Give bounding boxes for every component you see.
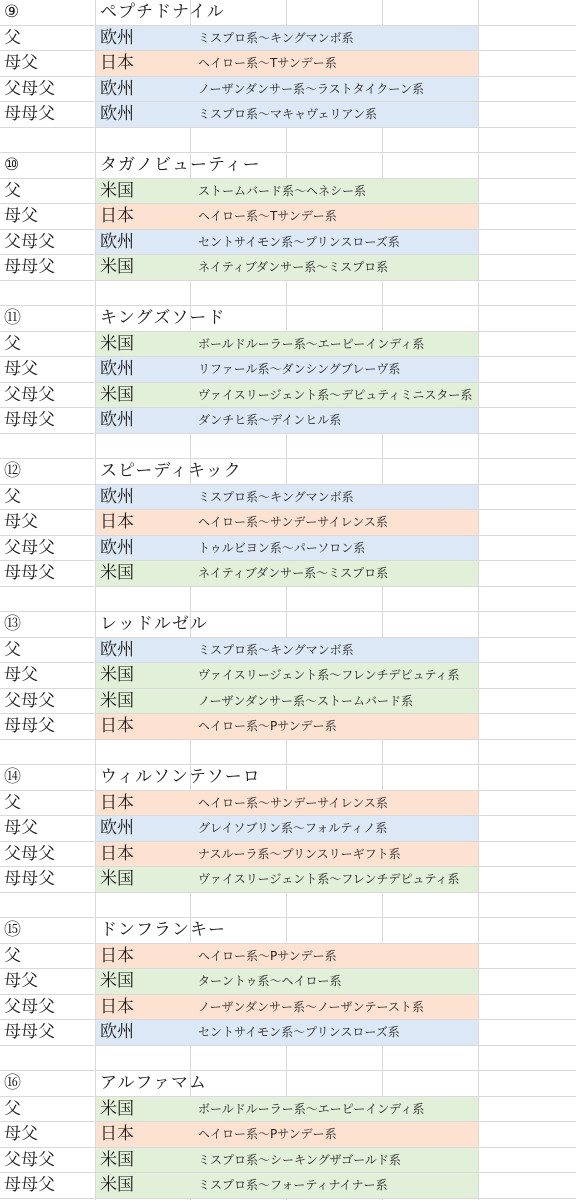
horse-name: ペプチドナイル xyxy=(100,2,225,22)
region-label: 日本 xyxy=(100,843,134,864)
horse-name: アルファマム xyxy=(100,1073,207,1093)
relation-label: 父母父 xyxy=(4,384,55,405)
empty-row[interactable] xyxy=(0,434,576,460)
horse-number: ⑩ xyxy=(4,155,20,175)
region-label: 米国 xyxy=(100,180,134,201)
horse-title-row[interactable] xyxy=(0,918,576,944)
relation-label: 父 xyxy=(4,27,21,48)
region-label: 米国 xyxy=(100,1149,134,1170)
relation-label: 父 xyxy=(4,333,21,354)
region-label: 日本 xyxy=(100,53,134,73)
region-label: 米国 xyxy=(100,1098,134,1119)
region-label: 米国 xyxy=(100,690,134,711)
relation-label: 父 xyxy=(4,945,21,966)
region-label: 欧州 xyxy=(100,78,134,99)
lineage-text: セントサイモン系～プリンスローズ系 xyxy=(198,234,400,249)
horse-title-row[interactable] xyxy=(0,306,576,332)
region-label: 日本 xyxy=(100,512,134,532)
region-label: 日本 xyxy=(100,206,134,226)
pedigree-row[interactable] xyxy=(0,510,576,536)
horse-number: ⑪ xyxy=(4,308,21,328)
region-label: 日本 xyxy=(100,792,134,813)
pedigree-row[interactable] xyxy=(0,536,576,562)
relation-label: 父母父 xyxy=(4,996,55,1017)
horse-title-row[interactable] xyxy=(0,765,576,791)
pedigree-row[interactable] xyxy=(0,1148,576,1174)
pedigree-row[interactable] xyxy=(0,77,576,103)
pedigree-row[interactable] xyxy=(0,408,576,434)
lineage-text: ヘイロー系～Tサンデー系 xyxy=(198,209,337,223)
horse-block xyxy=(0,765,576,918)
region-label: 欧州 xyxy=(100,410,134,430)
lineage-text: ミスプロ系～キングマンボ系 xyxy=(198,642,354,657)
empty-row[interactable] xyxy=(0,281,576,307)
horse-title-row[interactable] xyxy=(0,459,576,485)
horse-title-row[interactable] xyxy=(0,612,576,638)
region-label: 欧州 xyxy=(100,537,134,558)
region-label: 米国 xyxy=(100,1175,134,1195)
lineage-text: ボールドルーラー系～エーピーインディ系 xyxy=(198,336,425,351)
pedigree-row[interactable] xyxy=(0,867,576,893)
horse-title-row[interactable] xyxy=(0,0,576,26)
pedigree-row[interactable] xyxy=(0,383,576,409)
region-label: 欧州 xyxy=(100,1022,134,1042)
relation-label: 父 xyxy=(4,792,21,813)
pedigree-row[interactable] xyxy=(0,332,576,358)
region-label: 欧州 xyxy=(100,818,134,838)
horse-block xyxy=(0,153,576,306)
relation-label: 父母父 xyxy=(4,78,55,99)
horse-title-row[interactable] xyxy=(0,1071,576,1097)
relation-label: 父 xyxy=(4,639,21,660)
region-label: 日本 xyxy=(100,945,134,966)
horse-block xyxy=(0,918,576,1071)
relation-label: 母父 xyxy=(4,971,38,991)
empty-row[interactable] xyxy=(0,128,576,154)
region-label: 欧州 xyxy=(100,639,134,660)
horse-block xyxy=(0,1071,576,1199)
region-label: 日本 xyxy=(100,996,134,1017)
pedigree-row[interactable] xyxy=(0,969,576,995)
pedigree-row[interactable] xyxy=(0,1173,576,1199)
region-label: 米国 xyxy=(100,384,134,405)
relation-label: 母父 xyxy=(4,512,38,532)
region-label: 欧州 xyxy=(100,359,134,379)
lineage-text: ダンチヒ系～デインヒル系 xyxy=(198,413,342,427)
pedigree-row[interactable] xyxy=(0,689,576,715)
lineage-text: ミスプロ系～キングマンボ系 xyxy=(198,30,354,45)
lineage-text: リファール系～ダンシングブレーヴ系 xyxy=(198,362,401,376)
relation-label: 母父 xyxy=(4,1124,38,1144)
pedigree-row[interactable] xyxy=(0,638,576,664)
lineage-text: グレイソブリン系～フォルティノ系 xyxy=(198,821,388,835)
relation-label: 母母父 xyxy=(4,869,55,889)
pedigree-row[interactable] xyxy=(0,995,576,1021)
horse-block xyxy=(0,612,576,765)
region-label: 日本 xyxy=(100,716,134,736)
lineage-text: ネイティブダンサー系～ミスプロ系 xyxy=(198,566,389,580)
pedigree-row[interactable] xyxy=(0,102,576,128)
lineage-text: セントサイモン系～プリンスローズ系 xyxy=(198,1025,400,1039)
horse-name: キングズソード xyxy=(100,308,226,328)
pedigree-row[interactable] xyxy=(0,179,576,205)
lineage-text: ミスプロ系～マキャヴェリアン系 xyxy=(198,107,378,121)
region-label: 欧州 xyxy=(100,486,134,507)
relation-label: 母父 xyxy=(4,359,38,379)
pedigree-row[interactable] xyxy=(0,204,576,230)
lineage-text: ネイティブダンサー系～ミスプロ系 xyxy=(198,260,389,274)
empty-row[interactable] xyxy=(0,893,576,919)
horse-block xyxy=(0,306,576,459)
horse-number: ⑭ xyxy=(4,767,21,787)
horse-block xyxy=(0,459,576,612)
pedigree-row[interactable] xyxy=(0,51,576,77)
region-label: 欧州 xyxy=(100,104,134,124)
relation-label: 母父 xyxy=(4,53,38,73)
region-label: 米国 xyxy=(100,257,134,277)
relation-label: 父 xyxy=(4,486,21,507)
pedigree-row[interactable] xyxy=(0,714,576,740)
lineage-text: ノーザンダンサー系～ノーザンテースト系 xyxy=(198,999,424,1014)
horse-number: ⑯ xyxy=(4,1073,21,1093)
relation-label: 母母父 xyxy=(4,563,55,583)
relation-label: 母父 xyxy=(4,665,38,685)
region-label: 米国 xyxy=(100,971,134,991)
pedigree-row[interactable] xyxy=(0,357,576,383)
region-label: 米国 xyxy=(100,563,134,583)
relation-label: 母母父 xyxy=(4,1175,55,1195)
empty-row[interactable] xyxy=(0,1046,576,1072)
lineage-text: ヴァイスリージェント系～フレンチデピュティ系 xyxy=(198,668,460,682)
pedigree-row[interactable] xyxy=(0,791,576,817)
region-label: 欧州 xyxy=(100,231,134,252)
pedigree-row[interactable] xyxy=(0,842,576,868)
pedigree-row[interactable] xyxy=(0,816,576,842)
lineage-text: ストームバード系～ヘネシー系 xyxy=(198,183,367,198)
lineage-text: ヴァイスリージェント系～フレンチデピュティ系 xyxy=(198,872,460,886)
pedigree-row[interactable] xyxy=(0,26,576,52)
relation-label: 母母父 xyxy=(4,257,55,277)
horse-number: ⑬ xyxy=(4,614,21,634)
lineage-text: ヘイロー系～Pサンデー系 xyxy=(198,948,337,963)
lineage-text: ヘイロー系～サンデーサイレンス系 xyxy=(198,515,388,529)
region-label: 米国 xyxy=(100,333,134,354)
lineage-text: ミスプロ系～フォーティナイナー系 xyxy=(198,1178,388,1192)
region-label: 米国 xyxy=(100,665,134,685)
pedigree-row[interactable] xyxy=(0,255,576,281)
relation-label: 父母父 xyxy=(4,231,55,252)
horse-title-row[interactable] xyxy=(0,153,576,179)
lineage-text: ヘイロー系～Pサンデー系 xyxy=(198,719,337,733)
lineage-text: ヘイロー系～サンデーサイレンス系 xyxy=(198,795,388,810)
empty-row[interactable] xyxy=(0,587,576,613)
horse-number: ⑮ xyxy=(4,920,21,940)
pedigree-row[interactable] xyxy=(0,1097,576,1123)
lineage-text: ノーザンダンサー系～ラストタイクーン系 xyxy=(198,81,424,96)
relation-label: 父母父 xyxy=(4,690,55,711)
horse-block xyxy=(0,0,576,153)
relation-label: 母父 xyxy=(4,818,38,838)
region-label: 欧州 xyxy=(100,27,134,48)
lineage-text: ヴァイスリージェント系～デピュティミニスター系 xyxy=(198,387,473,402)
lineage-text: トゥルビヨン系～パーソロン系 xyxy=(198,540,366,555)
horse-name: ドンフランキー xyxy=(100,920,226,940)
lineage-text: ターントゥ系～ヘイロー系 xyxy=(198,974,342,988)
horse-name: レッドルゼル xyxy=(100,614,208,634)
pedigree-row[interactable] xyxy=(0,1122,576,1148)
lineage-text: ヘイロー系～Tサンデー系 xyxy=(198,56,337,70)
lineage-text: ノーザンダンサー系～ストームバード系 xyxy=(198,693,414,708)
horse-number: ⑨ xyxy=(4,2,20,22)
region-label: 米国 xyxy=(100,869,134,889)
lineage-text: ボールドルーラー系～エーピーインディ系 xyxy=(198,1101,425,1116)
relation-label: 父 xyxy=(4,1098,21,1119)
horse-name: ウィルソンテソーロ xyxy=(100,767,261,787)
pedigree-row[interactable] xyxy=(0,561,576,587)
pedigree-row[interactable] xyxy=(0,944,576,970)
empty-row[interactable] xyxy=(0,740,576,766)
pedigree-row[interactable] xyxy=(0,663,576,689)
pedigree-row[interactable] xyxy=(0,230,576,256)
region-label: 日本 xyxy=(100,1124,134,1144)
pedigree-row[interactable] xyxy=(0,485,576,511)
relation-label: 父母父 xyxy=(4,843,55,864)
relation-label: 母母父 xyxy=(4,410,55,430)
relation-label: 母父 xyxy=(4,206,38,226)
lineage-text: ミスプロ系～キングマンボ系 xyxy=(198,489,354,504)
relation-label: 父母父 xyxy=(4,537,55,558)
relation-label: 母母父 xyxy=(4,104,55,124)
relation-label: 父母父 xyxy=(4,1149,55,1170)
horse-number: ⑫ xyxy=(4,461,21,481)
lineage-text: ナスルーラ系～プリンスリーギフト系 xyxy=(198,846,401,861)
relation-label: 母母父 xyxy=(4,1022,55,1042)
relation-label: 父 xyxy=(4,180,21,201)
pedigree-row[interactable] xyxy=(0,1020,576,1046)
relation-label: 母母父 xyxy=(4,716,55,736)
lineage-text: ミスプロ系～シーキングザゴールド系 xyxy=(198,1152,401,1167)
lineage-text: ヘイロー系～Pサンデー系 xyxy=(198,1127,337,1141)
horse-name: スピーディキック xyxy=(100,461,242,481)
horse-name: タガノビューティー xyxy=(100,155,261,175)
